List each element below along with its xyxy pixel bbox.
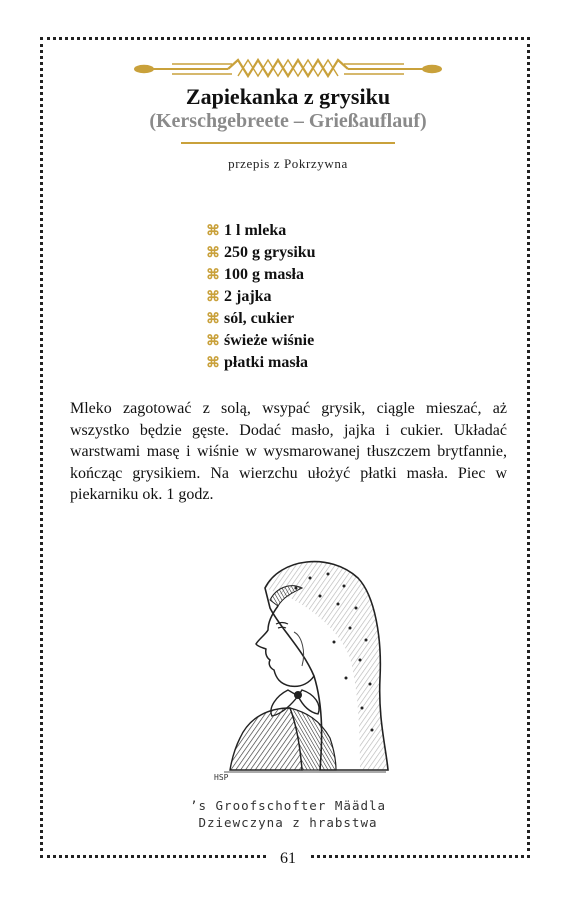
command-bullet-icon: ⌘ [206, 224, 220, 239]
recipe-method: Mleko zagotować z solą, wsypać grysik, ciągle mieszać, aż wszystko będzie gęste. Dodać masło, jajka i cukier. Układać warstwami masę i wiśnie w wysmarowanej tłuszczem brytfannie, kończąc grysikiem. Na wierzchu ułożyć płatki masła. Piec w piekarniku ok. 1 godz. [70, 400, 507, 503]
ingredient-item: ⌘ płatki masła [206, 354, 309, 371]
command-bullet-icon: ⌘ [206, 268, 220, 283]
recipe-title: Zapiekanka z grysiku [185, 84, 391, 109]
ingredient-item: ⌘ 1 l mleka [206, 222, 287, 239]
command-bullet-icon: ⌘ [206, 246, 220, 261]
command-bullet-icon: ⌘ [206, 334, 220, 349]
illustration-caption-polish: Dziewczyna z hrabstwa [198, 815, 378, 830]
title-divider [181, 142, 395, 144]
svg-text:HSP: HSP [214, 773, 229, 782]
command-bullet-icon: ⌘ [206, 290, 220, 305]
ingredient-item: ⌘ sól, cukier [206, 310, 295, 327]
ingredient-item: ⌘ 250 g grysiku [206, 244, 316, 261]
page-number: 61 [280, 850, 296, 867]
command-bullet-icon: ⌘ [206, 356, 220, 371]
ingredient-item: ⌘ 100 g masła [206, 266, 304, 283]
portrait-engraving-icon [210, 548, 390, 782]
spoon-ornament-icon [132, 56, 444, 82]
recipe-source: przepis z Pokrzywna [228, 156, 348, 171]
command-bullet-icon: ⌘ [206, 312, 220, 327]
ingredient-list [206, 220, 316, 374]
ingredient-item: ⌘ 2 jajka [206, 288, 272, 305]
recipe-subtitle: (Kerschgebreete – Grießauflauf) [149, 110, 427, 132]
page-number-container [268, 848, 308, 872]
illustration-caption-dialect: ’s Groofschofter Määdla [189, 798, 387, 813]
ingredient-item: ⌘ świeże wiśnie [206, 332, 315, 349]
